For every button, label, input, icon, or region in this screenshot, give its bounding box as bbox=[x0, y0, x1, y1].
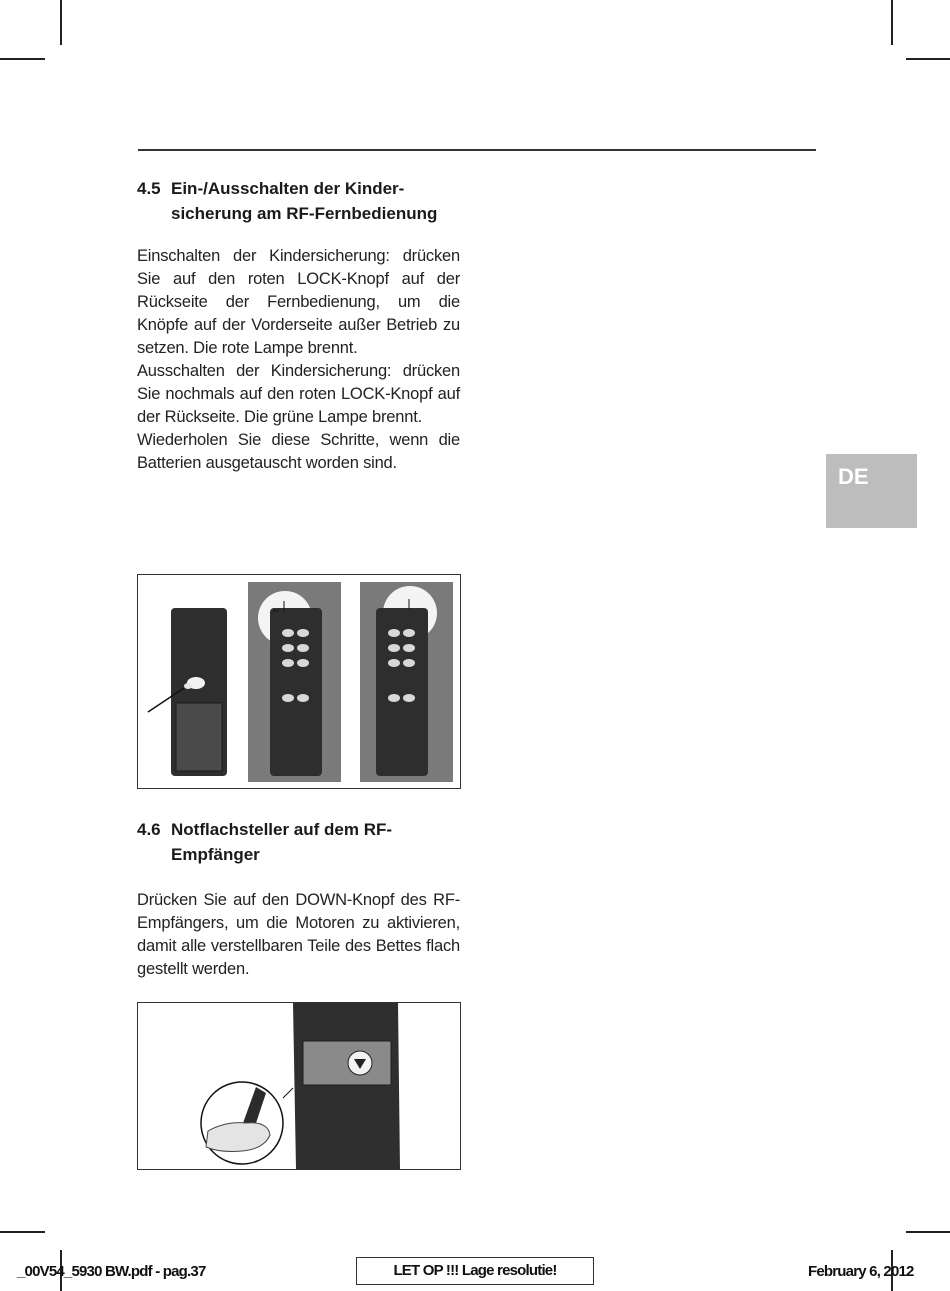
crop-mark bbox=[891, 0, 893, 45]
section-heading-4-5 bbox=[137, 176, 467, 226]
footer-resolution-notice: LET OP !!! Lage resolutie! bbox=[356, 1257, 594, 1285]
paragraph: Ausschalten der Kindersicherung: drücken Sie nochmals auf den roten LOCK-Knopf auf der Rückseite. Die grüne Lampe brennt. bbox=[137, 362, 460, 426]
section-number: 4.5 bbox=[137, 179, 161, 198]
header-rule bbox=[138, 149, 816, 151]
crop-mark bbox=[906, 58, 950, 60]
paragraph: Einschalten der Kindersicherung: drücken Sie auf den roten LOCK-Knopf auf der Rückseite der Fernbedienung, um die Knöpfe auf der Vorderseite außer Betrieb zu setzen. Die rote Lampe brennt. bbox=[137, 247, 460, 357]
paragraph: Drücken Sie auf den DOWN-Knopf des RF-Empfängers, um die Motoren zu aktivieren, damit alle verstellbaren Teile des Bettes flach gestellt werden. bbox=[137, 891, 460, 978]
crop-mark bbox=[60, 0, 62, 45]
section-number: 4.6 bbox=[137, 820, 161, 839]
section-body-4-5 bbox=[137, 245, 460, 475]
language-tab bbox=[826, 454, 917, 528]
receiver-drawing bbox=[138, 1003, 460, 1169]
crop-mark bbox=[906, 1231, 950, 1233]
section-title-line2: Empfänger bbox=[171, 845, 260, 864]
section-title-line1: Notflachsteller auf dem RF- bbox=[171, 820, 393, 839]
remote-control-illustration bbox=[137, 574, 461, 789]
crop-mark bbox=[0, 58, 45, 60]
paragraph: Wiederholen Sie diese Schritte, wenn die Batterien ausgetauscht worden sind. bbox=[137, 431, 460, 472]
footer-date: February 6, 2012 bbox=[808, 1263, 914, 1280]
footer-filename: _00V54_5930 BW.pdf - pag.37 bbox=[17, 1263, 206, 1280]
section-body-4-6 bbox=[137, 889, 460, 981]
language-tab-label: DE bbox=[838, 464, 869, 489]
section-heading-4-6 bbox=[137, 817, 467, 867]
remote-drawing bbox=[138, 575, 460, 788]
section-title-line1: Ein-/Ausschalten der Kinder- bbox=[171, 179, 405, 198]
receiver-illustration bbox=[137, 1002, 461, 1170]
section-title-line2: sicherung am RF-Fernbedienung bbox=[171, 204, 438, 223]
crop-mark bbox=[0, 1231, 45, 1233]
